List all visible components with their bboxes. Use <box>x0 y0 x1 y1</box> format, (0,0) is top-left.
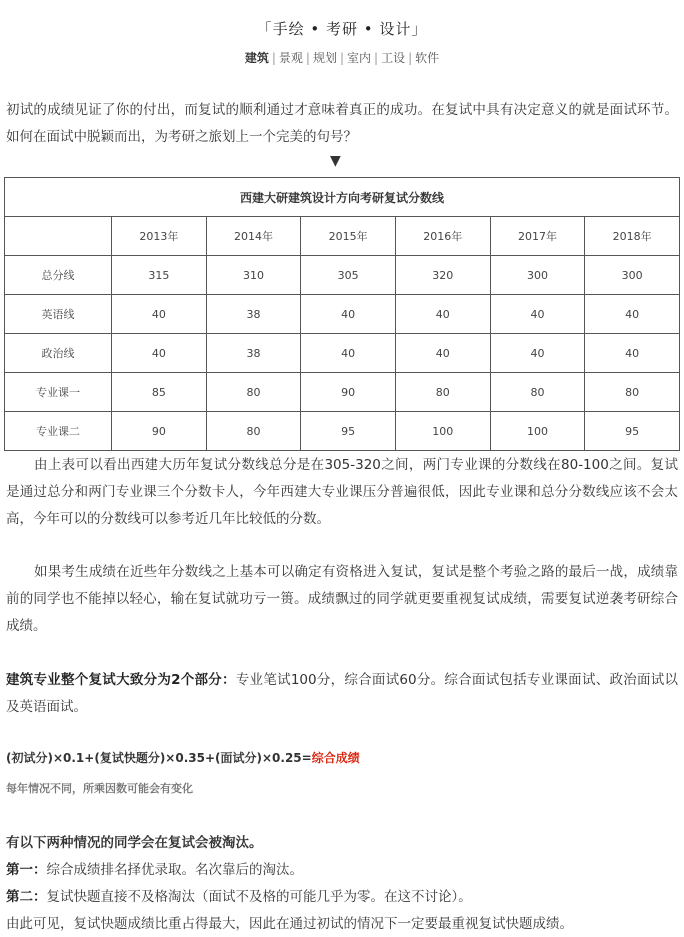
year-header: 2014年 <box>206 217 301 256</box>
table-cell: 38 <box>206 295 301 334</box>
table-cell: 80 <box>206 412 301 451</box>
elimination-item-text: 综合成绩排名择优录取。名次靠后的淘汰。 <box>46 862 303 878</box>
year-header: 2016年 <box>395 217 490 256</box>
intro-paragraph: 初试的成绩见证了你的付出，而复试的顺利通过才意味着真正的成功。在复试中具有决定意义的就是面试环节。如何在面试中脱颖而出，为考研之旅划上一个完美的句号？ <box>6 102 678 145</box>
score-formula <box>6 749 360 766</box>
table-corner-cell <box>5 217 112 256</box>
nav-item-software[interactable]: 软件 <box>415 51 440 65</box>
row-label: 专业课二 <box>5 412 112 451</box>
nav-separator: | <box>374 51 379 65</box>
row-label: 专业课一 <box>5 373 112 412</box>
nav-separator: | <box>408 51 413 65</box>
nav-separator: | <box>271 51 276 65</box>
nav-item-industrial-design[interactable]: 工设 <box>381 51 406 65</box>
score-table <box>4 177 680 451</box>
table-cell: 320 <box>395 256 490 295</box>
nav-separator: | <box>339 51 345 65</box>
table-cell: 90 <box>301 373 396 412</box>
header-title: 「手绘 • 考研 • 设计」 <box>256 20 428 38</box>
down-arrow-icon: ▼ <box>330 153 341 169</box>
table-cell: 40 <box>395 295 490 334</box>
table-cell: 40 <box>395 334 490 373</box>
table-cell: 40 <box>490 295 585 334</box>
structure-paragraph <box>6 667 678 721</box>
table-cell: 90 <box>112 412 207 451</box>
table-cell: 80 <box>206 373 301 412</box>
table-cell: 310 <box>206 256 301 295</box>
row-label: 总分线 <box>5 256 112 295</box>
nav-separator: | <box>305 51 310 65</box>
table-cell: 95 <box>585 412 680 451</box>
table-row <box>5 256 680 295</box>
table-row <box>5 334 680 373</box>
table-cell: 40 <box>585 295 680 334</box>
formula-note: 每年情况不同，所乘因数可能会有变化 <box>6 782 193 795</box>
analysis-paragraph-1: 由上表可以看出西建大历年复试分数线总分是在305-320之间，两门专业课的分数线在80-100之间。复试是通过总分和两门专业课三个分数卡人，今年西建大专业课压分普遍很低，因此专业课和总分分数线应该不会太高，今年可以的分数线可以参考近几年比较低的分数。 <box>6 457 678 527</box>
nav-item-interior[interactable]: 室内 <box>347 51 372 65</box>
table-cell: 38 <box>206 334 301 373</box>
table-cell: 40 <box>112 295 207 334</box>
elimination-conclusion: 由此可见，复试快题成绩比重占得最大，因此在通过初试的情况下一定要最重视复试快题成绩。 <box>6 916 573 932</box>
elimination-item-2 <box>6 885 678 905</box>
table-cell: 315 <box>112 256 207 295</box>
structure-text: 专业笔试100分，综合面试60分。综合面试包括专业课面试、政治面试以及英语面试。 <box>6 672 678 715</box>
elimination-item-text: 复试快题直接不及格淘汰（面试不及格的可能几乎为零。在这不讨论）。 <box>46 889 472 905</box>
row-label: 政治线 <box>5 334 112 373</box>
year-header: 2015年 <box>301 217 396 256</box>
year-header: 2018年 <box>585 217 680 256</box>
analysis-paragraph-2: 如果考生成绩在近些年分数线之上基本可以确定有资格进入复试，复试是整个考验之路的最后一战，成绩靠前的同学也不能掉以轻心，输在复试就功亏一篑。成绩飘过的同学就更要重视复试成绩，需要复试逆袭考研综合成绩。 <box>6 564 678 634</box>
table-cell: 305 <box>301 256 396 295</box>
row-label: 英语线 <box>5 295 112 334</box>
nav-item-planning[interactable]: 规划 <box>312 51 337 65</box>
table-row <box>5 295 680 334</box>
table-cell: 100 <box>395 412 490 451</box>
table-row <box>5 412 680 451</box>
elimination-item-label: 第一： <box>6 862 47 878</box>
table-cell: 40 <box>112 334 207 373</box>
table-header-row <box>5 217 680 256</box>
structure-heading: 建筑专业整个复试大致分为2个部分： <box>6 672 236 688</box>
nav-item-architecture[interactable]: 建筑 <box>244 51 269 65</box>
table-caption: 西建大研建筑设计方向考研复试分数线 <box>5 178 680 217</box>
elimination-item-label: 第二： <box>6 889 47 905</box>
table-cell: 95 <box>301 412 396 451</box>
table-cell: 80 <box>395 373 490 412</box>
year-header: 2017年 <box>490 217 585 256</box>
table-cell: 80 <box>585 373 680 412</box>
header-nav <box>0 49 684 66</box>
table-cell: 100 <box>490 412 585 451</box>
table-cell: 300 <box>490 256 585 295</box>
year-header: 2013年 <box>112 217 207 256</box>
table-cell: 80 <box>490 373 585 412</box>
table-row <box>5 373 680 412</box>
table-cell: 40 <box>301 295 396 334</box>
table-cell: 40 <box>585 334 680 373</box>
formula-result: 综合成绩 <box>311 751 360 765</box>
elimination-title: 有以下两种情况的同学会在复试会被淘汰。 <box>6 835 263 851</box>
nav-item-landscape[interactable]: 景观 <box>278 51 303 65</box>
table-cell: 85 <box>112 373 207 412</box>
table-cell: 40 <box>301 334 396 373</box>
formula-text: (初试分)×0.1+(复试快题分)×0.35+(面试分)×0.25= <box>6 751 312 765</box>
elimination-item-1 <box>6 858 678 878</box>
table-cell: 40 <box>490 334 585 373</box>
table-cell: 300 <box>585 256 680 295</box>
